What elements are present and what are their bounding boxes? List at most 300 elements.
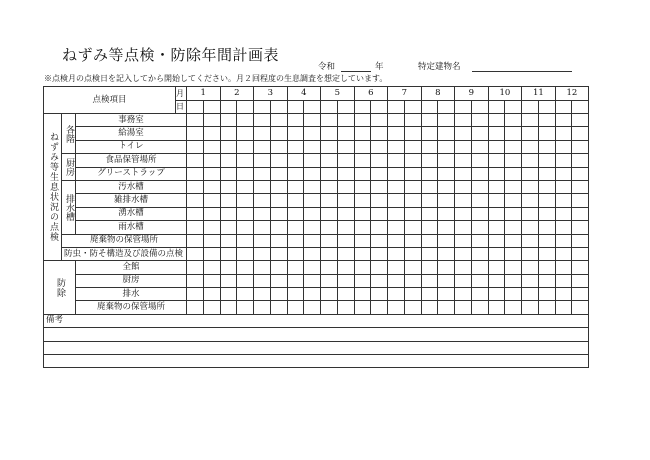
schedule-cell[interactable]: [421, 288, 438, 301]
schedule-cell[interactable]: [438, 154, 455, 167]
schedule-cell[interactable]: [505, 140, 522, 153]
schedule-cell[interactable]: [488, 234, 505, 247]
schedule-cell[interactable]: [488, 114, 505, 127]
schedule-cell[interactable]: [337, 194, 354, 207]
schedule-cell[interactable]: [572, 288, 589, 301]
schedule-cell[interactable]: [404, 207, 421, 220]
schedule-cell[interactable]: [337, 234, 354, 247]
schedule-cell[interactable]: [471, 261, 488, 274]
schedule-cell[interactable]: [455, 167, 472, 180]
schedule-cell[interactable]: [220, 221, 237, 234]
schedule-cell[interactable]: [522, 114, 539, 127]
schedule-cell[interactable]: [455, 288, 472, 301]
schedule-cell[interactable]: [388, 194, 405, 207]
schedule-cell[interactable]: [187, 301, 204, 314]
schedule-cell[interactable]: [321, 288, 338, 301]
schedule-cell[interactable]: [354, 274, 371, 287]
schedule-cell[interactable]: [404, 221, 421, 234]
schedule-cell[interactable]: [371, 288, 388, 301]
building-name-field[interactable]: [472, 71, 572, 72]
schedule-cell[interactable]: [321, 194, 338, 207]
schedule-cell[interactable]: [438, 127, 455, 140]
schedule-cell[interactable]: [220, 140, 237, 153]
schedule-cell[interactable]: [538, 154, 555, 167]
schedule-cell[interactable]: [555, 261, 572, 274]
schedule-cell[interactable]: [237, 274, 254, 287]
day-cell[interactable]: [455, 100, 472, 114]
schedule-cell[interactable]: [538, 167, 555, 180]
schedule-cell[interactable]: [304, 247, 321, 260]
schedule-cell[interactable]: [522, 247, 539, 260]
schedule-cell[interactable]: [455, 221, 472, 234]
schedule-cell[interactable]: [270, 221, 287, 234]
schedule-cell[interactable]: [270, 247, 287, 260]
schedule-cell[interactable]: [254, 234, 271, 247]
schedule-cell[interactable]: [220, 194, 237, 207]
schedule-cell[interactable]: [187, 167, 204, 180]
schedule-cell[interactable]: [471, 207, 488, 220]
schedule-cell[interactable]: [388, 221, 405, 234]
schedule-cell[interactable]: [203, 207, 220, 220]
schedule-cell[interactable]: [404, 127, 421, 140]
schedule-cell[interactable]: [555, 301, 572, 314]
schedule-cell[interactable]: [555, 127, 572, 140]
schedule-cell[interactable]: [220, 180, 237, 193]
schedule-cell[interactable]: [388, 154, 405, 167]
schedule-cell[interactable]: [488, 301, 505, 314]
schedule-cell[interactable]: [187, 114, 204, 127]
schedule-cell[interactable]: [404, 140, 421, 153]
schedule-cell[interactable]: [488, 207, 505, 220]
day-cell[interactable]: [555, 100, 572, 114]
schedule-cell[interactable]: [220, 247, 237, 260]
schedule-cell[interactable]: [237, 154, 254, 167]
schedule-cell[interactable]: [455, 234, 472, 247]
schedule-cell[interactable]: [471, 221, 488, 234]
day-cell[interactable]: [321, 100, 338, 114]
schedule-cell[interactable]: [237, 261, 254, 274]
schedule-cell[interactable]: [287, 207, 304, 220]
schedule-cell[interactable]: [404, 154, 421, 167]
schedule-cell[interactable]: [555, 274, 572, 287]
schedule-cell[interactable]: [187, 247, 204, 260]
schedule-cell[interactable]: [321, 180, 338, 193]
schedule-cell[interactable]: [388, 167, 405, 180]
schedule-cell[interactable]: [237, 180, 254, 193]
schedule-cell[interactable]: [287, 154, 304, 167]
remarks-line-cell[interactable]: [44, 355, 589, 368]
schedule-cell[interactable]: [555, 167, 572, 180]
schedule-cell[interactable]: [555, 114, 572, 127]
schedule-cell[interactable]: [421, 194, 438, 207]
schedule-cell[interactable]: [354, 261, 371, 274]
schedule-cell[interactable]: [455, 140, 472, 153]
schedule-cell[interactable]: [337, 221, 354, 234]
schedule-cell[interactable]: [488, 194, 505, 207]
schedule-cell[interactable]: [488, 221, 505, 234]
schedule-cell[interactable]: [471, 127, 488, 140]
schedule-cell[interactable]: [354, 247, 371, 260]
day-cell[interactable]: [572, 100, 589, 114]
schedule-cell[interactable]: [337, 247, 354, 260]
schedule-cell[interactable]: [538, 180, 555, 193]
day-cell[interactable]: [220, 100, 237, 114]
schedule-cell[interactable]: [237, 167, 254, 180]
schedule-cell[interactable]: [203, 274, 220, 287]
schedule-cell[interactable]: [438, 288, 455, 301]
reiwa-year-field[interactable]: [341, 71, 371, 72]
schedule-cell[interactable]: [471, 140, 488, 153]
schedule-cell[interactable]: [321, 207, 338, 220]
schedule-cell[interactable]: [471, 180, 488, 193]
schedule-cell[interactable]: [522, 180, 539, 193]
day-cell[interactable]: [505, 100, 522, 114]
schedule-cell[interactable]: [505, 194, 522, 207]
day-cell[interactable]: [404, 100, 421, 114]
schedule-cell[interactable]: [321, 274, 338, 287]
schedule-cell[interactable]: [254, 194, 271, 207]
schedule-cell[interactable]: [388, 288, 405, 301]
schedule-cell[interactable]: [270, 140, 287, 153]
schedule-cell[interactable]: [522, 127, 539, 140]
schedule-cell[interactable]: [421, 180, 438, 193]
schedule-cell[interactable]: [371, 180, 388, 193]
schedule-cell[interactable]: [237, 127, 254, 140]
schedule-cell[interactable]: [388, 180, 405, 193]
schedule-cell[interactable]: [572, 234, 589, 247]
schedule-cell[interactable]: [254, 221, 271, 234]
schedule-cell[interactable]: [438, 207, 455, 220]
schedule-cell[interactable]: [220, 167, 237, 180]
schedule-cell[interactable]: [287, 247, 304, 260]
schedule-cell[interactable]: [237, 247, 254, 260]
schedule-cell[interactable]: [455, 154, 472, 167]
schedule-cell[interactable]: [538, 194, 555, 207]
schedule-cell[interactable]: [321, 167, 338, 180]
schedule-cell[interactable]: [438, 234, 455, 247]
schedule-cell[interactable]: [488, 154, 505, 167]
schedule-cell[interactable]: [538, 221, 555, 234]
schedule-cell[interactable]: [421, 167, 438, 180]
schedule-cell[interactable]: [270, 234, 287, 247]
schedule-cell[interactable]: [337, 207, 354, 220]
schedule-cell[interactable]: [488, 274, 505, 287]
schedule-cell[interactable]: [538, 261, 555, 274]
schedule-cell[interactable]: [505, 221, 522, 234]
schedule-cell[interactable]: [187, 234, 204, 247]
day-cell[interactable]: [187, 100, 204, 114]
schedule-cell[interactable]: [220, 207, 237, 220]
schedule-cell[interactable]: [572, 274, 589, 287]
schedule-cell[interactable]: [505, 274, 522, 287]
schedule-cell[interactable]: [220, 154, 237, 167]
schedule-cell[interactable]: [304, 194, 321, 207]
schedule-cell[interactable]: [555, 221, 572, 234]
schedule-cell[interactable]: [572, 114, 589, 127]
schedule-cell[interactable]: [371, 194, 388, 207]
schedule-cell[interactable]: [287, 194, 304, 207]
schedule-cell[interactable]: [187, 194, 204, 207]
schedule-cell[interactable]: [287, 127, 304, 140]
schedule-cell[interactable]: [522, 234, 539, 247]
day-cell[interactable]: [388, 100, 405, 114]
schedule-cell[interactable]: [555, 234, 572, 247]
schedule-cell[interactable]: [522, 288, 539, 301]
schedule-cell[interactable]: [187, 221, 204, 234]
schedule-cell[interactable]: [354, 167, 371, 180]
schedule-cell[interactable]: [438, 261, 455, 274]
schedule-cell[interactable]: [505, 301, 522, 314]
schedule-cell[interactable]: [388, 114, 405, 127]
schedule-cell[interactable]: [404, 180, 421, 193]
schedule-cell[interactable]: [505, 234, 522, 247]
schedule-cell[interactable]: [287, 288, 304, 301]
schedule-cell[interactable]: [287, 140, 304, 153]
schedule-cell[interactable]: [522, 207, 539, 220]
schedule-cell[interactable]: [321, 114, 338, 127]
schedule-cell[interactable]: [572, 261, 589, 274]
schedule-cell[interactable]: [270, 301, 287, 314]
day-cell[interactable]: [488, 100, 505, 114]
schedule-cell[interactable]: [337, 180, 354, 193]
schedule-cell[interactable]: [438, 140, 455, 153]
schedule-cell[interactable]: [404, 194, 421, 207]
schedule-cell[interactable]: [203, 234, 220, 247]
schedule-cell[interactable]: [471, 194, 488, 207]
schedule-cell[interactable]: [287, 167, 304, 180]
schedule-cell[interactable]: [505, 180, 522, 193]
schedule-cell[interactable]: [522, 167, 539, 180]
schedule-cell[interactable]: [254, 167, 271, 180]
schedule-cell[interactable]: [555, 207, 572, 220]
schedule-cell[interactable]: [254, 114, 271, 127]
day-cell[interactable]: [438, 100, 455, 114]
schedule-cell[interactable]: [321, 261, 338, 274]
schedule-cell[interactable]: [455, 274, 472, 287]
schedule-cell[interactable]: [321, 301, 338, 314]
schedule-cell[interactable]: [203, 194, 220, 207]
schedule-cell[interactable]: [438, 194, 455, 207]
schedule-cell[interactable]: [270, 274, 287, 287]
day-cell[interactable]: [371, 100, 388, 114]
schedule-cell[interactable]: [488, 261, 505, 274]
schedule-cell[interactable]: [187, 127, 204, 140]
schedule-cell[interactable]: [388, 234, 405, 247]
schedule-cell[interactable]: [254, 247, 271, 260]
schedule-cell[interactable]: [488, 140, 505, 153]
schedule-cell[interactable]: [354, 180, 371, 193]
schedule-cell[interactable]: [404, 247, 421, 260]
schedule-cell[interactable]: [287, 261, 304, 274]
schedule-cell[interactable]: [371, 140, 388, 153]
schedule-cell[interactable]: [404, 261, 421, 274]
schedule-cell[interactable]: [187, 180, 204, 193]
schedule-cell[interactable]: [488, 180, 505, 193]
schedule-cell[interactable]: [555, 194, 572, 207]
schedule-cell[interactable]: [421, 234, 438, 247]
schedule-cell[interactable]: [337, 127, 354, 140]
schedule-cell[interactable]: [471, 167, 488, 180]
schedule-cell[interactable]: [455, 247, 472, 260]
schedule-cell[interactable]: [471, 247, 488, 260]
schedule-cell[interactable]: [371, 207, 388, 220]
schedule-cell[interactable]: [404, 301, 421, 314]
schedule-cell[interactable]: [237, 207, 254, 220]
schedule-cell[interactable]: [572, 167, 589, 180]
schedule-cell[interactable]: [203, 180, 220, 193]
day-cell[interactable]: [471, 100, 488, 114]
schedule-cell[interactable]: [471, 114, 488, 127]
schedule-cell[interactable]: [187, 274, 204, 287]
schedule-cell[interactable]: [538, 301, 555, 314]
schedule-cell[interactable]: [522, 221, 539, 234]
schedule-cell[interactable]: [270, 194, 287, 207]
schedule-cell[interactable]: [187, 154, 204, 167]
schedule-cell[interactable]: [572, 140, 589, 153]
day-cell[interactable]: [237, 100, 254, 114]
schedule-cell[interactable]: [270, 114, 287, 127]
schedule-cell[interactable]: [321, 234, 338, 247]
day-cell[interactable]: [337, 100, 354, 114]
schedule-cell[interactable]: [421, 114, 438, 127]
schedule-cell[interactable]: [237, 234, 254, 247]
schedule-cell[interactable]: [438, 274, 455, 287]
schedule-cell[interactable]: [304, 140, 321, 153]
schedule-cell[interactable]: [455, 127, 472, 140]
day-cell[interactable]: [538, 100, 555, 114]
day-cell[interactable]: [421, 100, 438, 114]
day-cell[interactable]: [270, 100, 287, 114]
schedule-cell[interactable]: [572, 207, 589, 220]
schedule-cell[interactable]: [538, 127, 555, 140]
schedule-cell[interactable]: [388, 247, 405, 260]
schedule-cell[interactable]: [421, 140, 438, 153]
schedule-cell[interactable]: [371, 167, 388, 180]
schedule-cell[interactable]: [203, 301, 220, 314]
schedule-cell[interactable]: [538, 114, 555, 127]
schedule-cell[interactable]: [421, 127, 438, 140]
schedule-cell[interactable]: [555, 288, 572, 301]
schedule-cell[interactable]: [187, 207, 204, 220]
schedule-cell[interactable]: [505, 288, 522, 301]
schedule-cell[interactable]: [237, 114, 254, 127]
schedule-cell[interactable]: [354, 301, 371, 314]
schedule-cell[interactable]: [371, 127, 388, 140]
schedule-cell[interactable]: [337, 140, 354, 153]
schedule-cell[interactable]: [304, 167, 321, 180]
schedule-cell[interactable]: [488, 288, 505, 301]
schedule-cell[interactable]: [354, 140, 371, 153]
schedule-cell[interactable]: [471, 288, 488, 301]
schedule-cell[interactable]: [438, 221, 455, 234]
schedule-cell[interactable]: [371, 274, 388, 287]
schedule-cell[interactable]: [304, 207, 321, 220]
schedule-cell[interactable]: [270, 288, 287, 301]
schedule-cell[interactable]: [203, 154, 220, 167]
schedule-cell[interactable]: [304, 234, 321, 247]
schedule-cell[interactable]: [254, 301, 271, 314]
schedule-cell[interactable]: [505, 114, 522, 127]
schedule-cell[interactable]: [455, 301, 472, 314]
schedule-cell[interactable]: [572, 194, 589, 207]
schedule-cell[interactable]: [304, 288, 321, 301]
schedule-cell[interactable]: [455, 114, 472, 127]
schedule-cell[interactable]: [421, 154, 438, 167]
schedule-cell[interactable]: [371, 261, 388, 274]
remarks-line-cell[interactable]: [44, 341, 589, 354]
schedule-cell[interactable]: [220, 234, 237, 247]
schedule-cell[interactable]: [237, 194, 254, 207]
schedule-cell[interactable]: [371, 221, 388, 234]
schedule-cell[interactable]: [187, 288, 204, 301]
schedule-cell[interactable]: [572, 180, 589, 193]
schedule-cell[interactable]: [254, 274, 271, 287]
schedule-cell[interactable]: [321, 221, 338, 234]
schedule-cell[interactable]: [388, 301, 405, 314]
schedule-cell[interactable]: [237, 140, 254, 153]
schedule-cell[interactable]: [337, 301, 354, 314]
schedule-cell[interactable]: [304, 261, 321, 274]
schedule-cell[interactable]: [187, 261, 204, 274]
schedule-cell[interactable]: [270, 180, 287, 193]
schedule-cell[interactable]: [555, 180, 572, 193]
schedule-cell[interactable]: [237, 301, 254, 314]
schedule-cell[interactable]: [220, 261, 237, 274]
schedule-cell[interactable]: [270, 127, 287, 140]
schedule-cell[interactable]: [555, 154, 572, 167]
schedule-cell[interactable]: [304, 180, 321, 193]
schedule-cell[interactable]: [304, 127, 321, 140]
schedule-cell[interactable]: [455, 194, 472, 207]
day-cell[interactable]: [203, 100, 220, 114]
schedule-cell[interactable]: [337, 154, 354, 167]
schedule-cell[interactable]: [220, 127, 237, 140]
schedule-cell[interactable]: [220, 301, 237, 314]
schedule-cell[interactable]: [438, 247, 455, 260]
day-cell[interactable]: [304, 100, 321, 114]
schedule-cell[interactable]: [488, 167, 505, 180]
schedule-cell[interactable]: [471, 234, 488, 247]
schedule-cell[interactable]: [203, 221, 220, 234]
schedule-cell[interactable]: [505, 247, 522, 260]
schedule-cell[interactable]: [254, 140, 271, 153]
schedule-cell[interactable]: [237, 288, 254, 301]
schedule-cell[interactable]: [371, 234, 388, 247]
schedule-cell[interactable]: [438, 301, 455, 314]
schedule-cell[interactable]: [455, 180, 472, 193]
schedule-cell[interactable]: [421, 274, 438, 287]
day-cell[interactable]: [254, 100, 271, 114]
schedule-cell[interactable]: [388, 207, 405, 220]
schedule-cell[interactable]: [522, 154, 539, 167]
schedule-cell[interactable]: [270, 261, 287, 274]
schedule-cell[interactable]: [538, 234, 555, 247]
schedule-cell[interactable]: [572, 154, 589, 167]
schedule-cell[interactable]: [304, 221, 321, 234]
schedule-cell[interactable]: [354, 288, 371, 301]
schedule-cell[interactable]: [404, 288, 421, 301]
schedule-cell[interactable]: [438, 180, 455, 193]
schedule-cell[interactable]: [421, 247, 438, 260]
schedule-cell[interactable]: [337, 261, 354, 274]
schedule-cell[interactable]: [337, 274, 354, 287]
schedule-cell[interactable]: [572, 127, 589, 140]
schedule-cell[interactable]: [287, 274, 304, 287]
schedule-cell[interactable]: [538, 274, 555, 287]
schedule-cell[interactable]: [488, 127, 505, 140]
schedule-cell[interactable]: [203, 114, 220, 127]
schedule-cell[interactable]: [354, 207, 371, 220]
